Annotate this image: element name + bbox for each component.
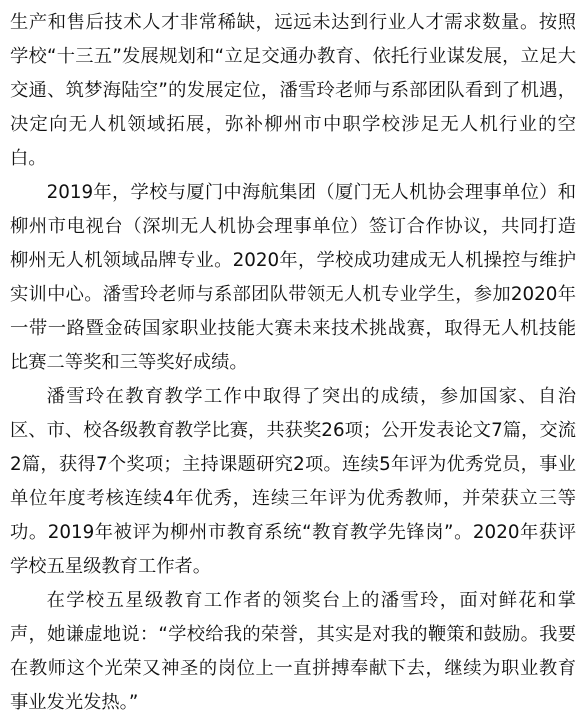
paragraph-talent-shortage: 生产和售后技术人才非常稀缺，远远未达到行业人才需求数量。按照学校“十三五”发展规划和“立足交通办教育、依托行业谋发展，立足大交通、筑梦海陆空”的发展定位，潘雪玲老师与系部团队看到了机遇，决定向无人机领域拓展，弥补柳州市中职学校涉足无人机行业的空白。 (10, 12, 576, 169)
paragraph-achievements: 潘雪玲在教育教学工作中取得了突出的成绩，参加国家、自治区、市、校各级教育教学比赛，共获奖26项；公开发表论文7篇，交流2篇，获得7个奖项；主持课题研究2项。连续5年评为优秀党员，事业单位年度考核连续4年优秀，连续三年评为优秀教师，并荣获立三等功。2019年被评为柳州市教育系统“教育教学先锋岗”。2020年获评学校五星级教育工作者。 (10, 386, 576, 577)
paragraph-award-speech: 在学校五星级教育工作者的领奖台上的潘雪玲，面对鲜花和掌声，她谦虚地说：“学校给我的荣誉，其实是对我的鞭策和鼓励。我要在教师这个光荣又神圣的岗位上一直拼搏奉献下去，继续为职业教育事业发光发热。” (10, 590, 576, 713)
paragraph-cooperation-2019: 2019年，学校与厦门中海航集团（厦门无人机协会理事单位）和柳州市电视台（深圳无人机协会理事单位）签订合作协议，共同打造柳州无人机领域品牌专业。2020年，学校成功建成无人机操控与维护实训中心。潘雪玲老师与系部团队带领无人机专业学生，参加2020年一带一路暨金砖国家职业技能大赛未来技术挑战赛，取得无人机技能比赛二等奖和三等奖好成绩。 (10, 182, 576, 373)
article-body (10, 6, 576, 720)
